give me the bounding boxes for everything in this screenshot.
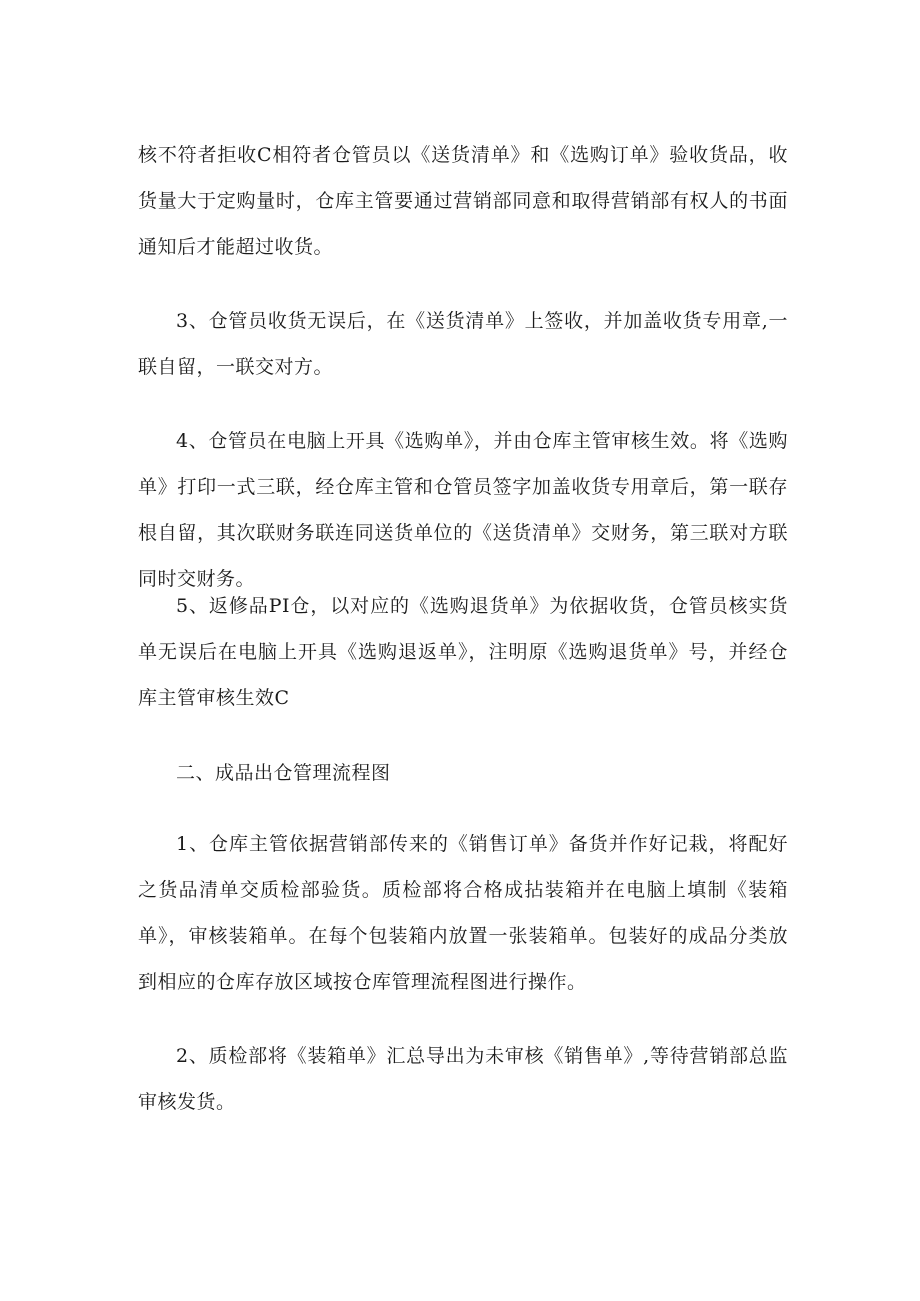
paragraph-receive-check: 核不符者拒收C相符者仓管员以《送货清单》和《选购订单》验收货品，收货量大于定购量时，仓库主管要通过营销部同意和取得营销部有权人的书面通知后才能超过收货。 [138, 144, 788, 258]
paragraph-step-4: 4、仓管员在电脑上开具《选购单》，并由仓库主管审核生效。将《选购单》打印一式三联，经仓库主管和仓管员签字加盖收货专用章后，第一联存根自留，其次联财务联连同送货单位的《送货清单》交财务，第三联对方联同时交财务。 [138, 430, 788, 590]
paragraph-out-step-1: 1、仓库主管依据营销部传来的《销售订单》备货并作好记栽，将配好之货品清单交质检部验货。质检部将合格成拈装箱并在电脑上填制《装箱单》，审核装箱单。在每个包装箱内放置一张装箱单。包装好的成品分类放到相应的仓库存放区域按仓库管理流程图进行操作。 [138, 833, 788, 993]
section-heading-finished-goods-outbound: 二、成品出仓管理流程图 [176, 762, 391, 784]
paragraph-step-5: 5、返修品PI仓，以对应的《选购退货单》为依据收货，仓管员核实货单无误后在电脑上开具《选购退返单》，注明原《选购退货单》号，并经仓库主管审核生效C [138, 595, 788, 709]
paragraph-out-step-2: 2、质检部将《装箱单》汇总导出为未审核《销售单》,等待营销部总监审核发货。 [138, 1045, 788, 1113]
paragraph-step-3: 3、仓管员收货无误后，在《送货清单》上签收，并加盖收货专用章,一联自留，一联交对方。 [138, 310, 788, 378]
